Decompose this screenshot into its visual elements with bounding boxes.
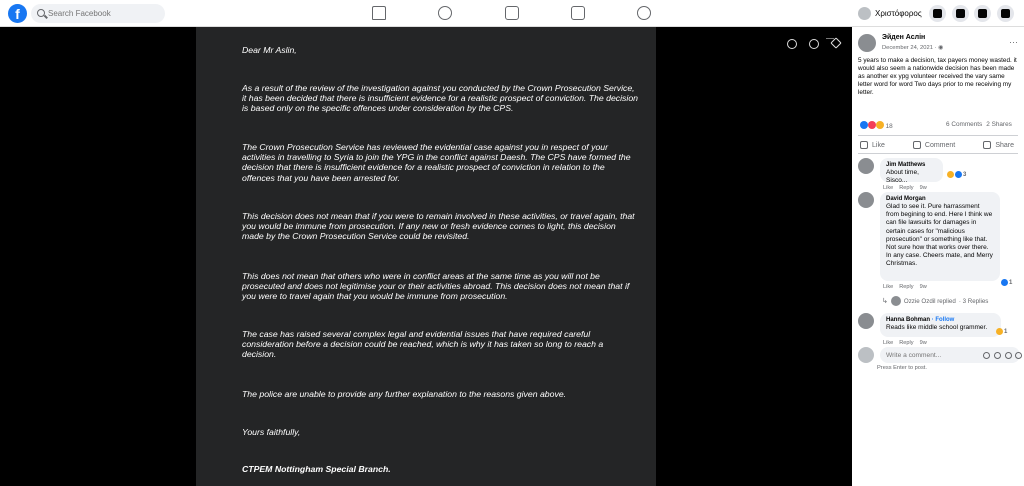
messenger-button[interactable] bbox=[952, 5, 969, 22]
comment-time[interactable]: 9w bbox=[919, 340, 927, 346]
comment-label: Comment bbox=[924, 141, 956, 149]
actions-divider bbox=[858, 135, 1018, 136]
comment-time[interactable]: 9w bbox=[919, 284, 927, 290]
comment-reactions[interactable] bbox=[1001, 279, 1012, 286]
comment-like-link[interactable]: Like bbox=[883, 284, 894, 290]
comment-meta bbox=[883, 284, 927, 290]
reply-author: Ozzie Ozdil replied bbox=[903, 297, 956, 305]
groups-icon[interactable] bbox=[637, 6, 651, 20]
camera-icon[interactable] bbox=[994, 352, 1001, 359]
commenter-avatar[interactable] bbox=[858, 158, 874, 174]
profile-name: Χριστόφορος bbox=[875, 9, 922, 18]
letter-image bbox=[196, 27, 656, 486]
like-icon bbox=[860, 141, 868, 149]
zoom-out-icon[interactable] bbox=[809, 39, 819, 49]
menu-button[interactable] bbox=[929, 5, 946, 22]
like-reaction-icon bbox=[1001, 279, 1008, 286]
profile-avatar bbox=[858, 7, 871, 20]
comment-icon bbox=[913, 141, 921, 149]
like-label: Like bbox=[872, 141, 885, 149]
fullscreen-icon[interactable] bbox=[830, 37, 841, 48]
post-date[interactable] bbox=[882, 45, 943, 51]
letter-paragraph: The case has raised several complex legal and evidential issues that have required careful consideration before a decision could be reached, which is why it has taken so long to reach a decision. bbox=[242, 329, 604, 360]
view-replies-link[interactable] bbox=[882, 296, 988, 306]
composer-avatar bbox=[858, 347, 874, 363]
notifications-button[interactable] bbox=[974, 5, 991, 22]
comment-like-link[interactable]: Like bbox=[883, 340, 894, 346]
friends-icon[interactable] bbox=[438, 6, 452, 20]
comment-meta bbox=[883, 340, 927, 346]
comment-reaction-count: 1 bbox=[1009, 279, 1013, 286]
share-label: Share bbox=[995, 141, 1014, 149]
home-icon[interactable] bbox=[372, 6, 386, 20]
comment-reaction-count: 3 bbox=[963, 171, 967, 178]
comment-composer bbox=[858, 347, 1022, 365]
reaction-count: 18 bbox=[885, 122, 893, 130]
account-button[interactable] bbox=[997, 5, 1014, 22]
reaction-icons bbox=[860, 121, 882, 131]
commenter-avatar[interactable] bbox=[858, 192, 874, 208]
commenter-name[interactable] bbox=[886, 316, 995, 324]
comment-reply-link[interactable]: Reply bbox=[899, 284, 914, 290]
letter-paragraph: The Crown Prosecution Service has reviewed the evidential case against you in respect of your activities in travelling to Syria to join the YPG in the conflict against Daesh. The CPS have formed the decision that there is insufficient evidence for a realistic prospect of conviction in relation to the offences that you have been arrested for. bbox=[242, 142, 631, 183]
letter-greeting: Dear Mr Aslin, bbox=[242, 45, 297, 55]
comment-bubble bbox=[880, 313, 1001, 337]
comment-reactions[interactable] bbox=[996, 328, 1007, 335]
watch-icon[interactable] bbox=[505, 6, 519, 20]
account-icon bbox=[1001, 9, 1010, 18]
reaction-summary[interactable] bbox=[860, 121, 893, 131]
love-reaction-icon bbox=[868, 121, 876, 129]
comment-button[interactable] bbox=[913, 141, 955, 149]
like-button[interactable] bbox=[860, 141, 885, 149]
messenger-icon bbox=[956, 9, 965, 18]
comment-text: Reads like middle school grammer. bbox=[886, 324, 988, 331]
comment-reply-link[interactable]: Reply bbox=[899, 185, 914, 191]
comment-text: Glad to see it. Pure harrassment from begining to end. Here I think we can file lawsuits for damages in certain cases for "malicious prosecution" or something like that. Not sure how that works over there. In any case. Cheers mate, and Merry Christmas. bbox=[886, 203, 993, 268]
emoji-icon[interactable] bbox=[983, 352, 990, 359]
reply-avatar bbox=[891, 296, 901, 306]
commenter-name[interactable]: Jim Matthews bbox=[886, 162, 926, 168]
comment-bubble bbox=[880, 192, 1000, 281]
follow-link[interactable]: · Follow bbox=[930, 317, 955, 323]
sticker-icon[interactable] bbox=[1015, 352, 1022, 359]
letter-paragraph: This does not mean that others who were in conflict areas at the same time as you will not be prosecuted and does not legitimise your or their activities abroad. This decision does not mean that if you were to travel again that you would be immune from prosecution. bbox=[242, 271, 630, 302]
post-caption: 5 years to make a decision, tax payers money wasted. it would also seem a nationwide decision has been made as another ex ypg volunteer received the vary same letter word for word Two days prior to me receiving my letter. bbox=[858, 57, 1017, 96]
letter-signature: CTPEM Nottingham Special Branch. bbox=[242, 464, 391, 474]
post-author[interactable]: Эйден Аслін bbox=[882, 34, 926, 41]
gif-icon[interactable] bbox=[1005, 352, 1012, 359]
comment-bubble bbox=[880, 158, 943, 185]
letter-paragraph: The police are unable to provide any further explanation to the reasons given above. bbox=[242, 389, 567, 399]
facebook-icon[interactable]: f bbox=[8, 4, 27, 23]
post-counts bbox=[946, 121, 1012, 128]
comment-text: About time, Sisco... bbox=[886, 169, 919, 185]
share-icon bbox=[983, 141, 991, 149]
photo-viewer bbox=[0, 27, 852, 486]
menu-icon bbox=[933, 9, 942, 18]
commenter-name-text[interactable]: Hanna Bohman bbox=[886, 317, 931, 323]
post-date-text: December 24, 2021 · bbox=[882, 45, 939, 51]
haha-reaction-icon bbox=[947, 171, 954, 178]
comment-reaction-count: 1 bbox=[1004, 328, 1008, 335]
comment-meta bbox=[883, 185, 927, 191]
marketplace-icon[interactable] bbox=[571, 6, 585, 20]
notifications-icon bbox=[978, 9, 987, 18]
more-options-icon[interactable]: ··· bbox=[1009, 37, 1018, 47]
search-input[interactable] bbox=[48, 7, 158, 20]
comments-divider bbox=[858, 153, 1018, 154]
comment-jim bbox=[858, 158, 1022, 190]
comment-david bbox=[858, 192, 1022, 296]
comment-like-link[interactable]: Like bbox=[883, 185, 894, 191]
top-navigation bbox=[0, 0, 1024, 27]
comment-hanna bbox=[858, 313, 1022, 345]
search-box[interactable] bbox=[31, 4, 165, 23]
zoom-in-icon[interactable] bbox=[787, 39, 797, 49]
letter-closing: Yours faithfully, bbox=[242, 427, 301, 437]
reply-count: · 3 Replies bbox=[958, 297, 989, 305]
post-sidebar bbox=[852, 27, 1024, 486]
wow-reaction-icon bbox=[876, 121, 884, 129]
shares-count[interactable]: 2 Shares bbox=[986, 121, 1012, 128]
letter-paragraph: As a result of the review of the investigation against you conducted by the Crown Prosecution Service, it has been decided that there is insufficient evidence for a realistic prospect of conviction. The decision is based only on the specific offences under consideration by the CPS. bbox=[242, 83, 638, 114]
haha-reaction-icon bbox=[996, 328, 1003, 335]
globe-icon: ◉ bbox=[938, 45, 944, 51]
comment-reactions[interactable] bbox=[947, 171, 966, 178]
profile-link[interactable] bbox=[858, 6, 922, 21]
post-actions bbox=[860, 141, 1014, 149]
author-avatar[interactable] bbox=[858, 34, 876, 52]
reply-arrow-icon: ↳ bbox=[882, 298, 888, 305]
press-enter-hint: Press Enter to post. bbox=[877, 365, 927, 371]
comment-time[interactable]: 9w bbox=[919, 185, 927, 191]
commenter-name[interactable]: David Morgan bbox=[886, 196, 926, 202]
comment-reply-link[interactable]: Reply bbox=[899, 340, 914, 346]
like-reaction-icon bbox=[860, 121, 868, 129]
letter-paragraph: This decision does not mean that if you were to remain involved in these activities, or travel again, that you would be immune from prosecution. If any new or fresh evidence comes to light, this decision made by the Crown Prosecution Service could be revisited. bbox=[242, 211, 635, 242]
commenter-avatar[interactable] bbox=[858, 313, 874, 329]
share-button[interactable] bbox=[983, 141, 1014, 149]
like-reaction-icon bbox=[955, 171, 962, 178]
comments-count[interactable]: 6 Comments bbox=[946, 121, 983, 128]
search-icon bbox=[37, 9, 45, 17]
